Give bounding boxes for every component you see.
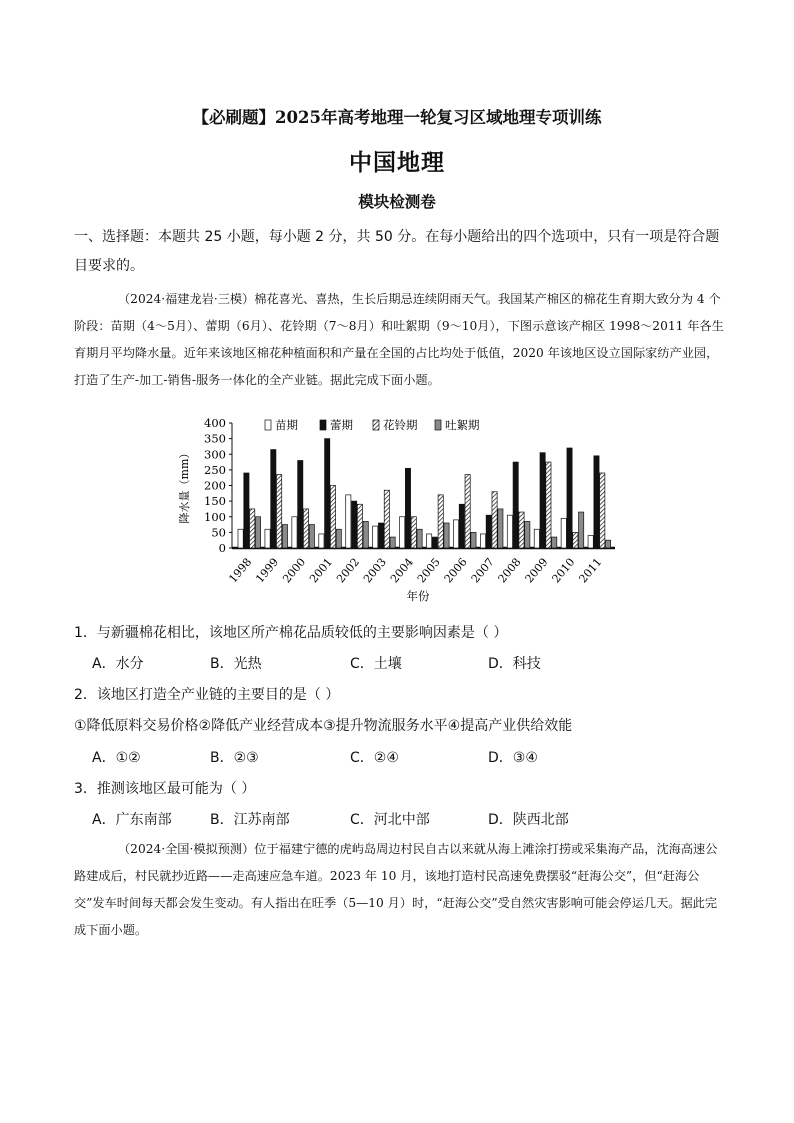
- bar-吐絮期-2010: [579, 512, 584, 548]
- bar-吐絮期-2008: [525, 521, 530, 548]
- bar-吐絮期-2011: [605, 540, 610, 548]
- bar-蕾期-2006: [459, 504, 464, 548]
- bar-吐絮期-2009: [552, 537, 557, 548]
- y-axis-title: 降水量（mm）: [178, 447, 191, 524]
- y-tick-label: 100: [204, 509, 226, 524]
- x-tick-label: 2005: [414, 555, 443, 586]
- bar-吐絮期-1999: [282, 525, 287, 548]
- bar-吐絮期-2004: [417, 529, 422, 548]
- section-instructions: 一、选择题：本题共 25 小题，每小题 2 分，共 50 分。在每小题给出的四个选项中，只有一项是符合题目要求的。: [74, 229, 720, 274]
- bar-花铃期-1998: [250, 509, 255, 548]
- legend-label-蕾期: 蕾期: [330, 418, 353, 432]
- x-tick-label: 1999: [253, 555, 282, 586]
- bar-花铃期-2001: [330, 486, 335, 549]
- precipitation-bar-chart: [170, 408, 630, 608]
- bar-蕾期-2009: [540, 453, 545, 548]
- bar-蕾期-2001: [325, 439, 330, 548]
- q2-option-d[interactable]: D．③④: [488, 750, 538, 766]
- x-tick-label: 2011: [576, 555, 605, 586]
- x-tick-label: 2006: [441, 555, 470, 586]
- q3-option-a[interactable]: A．广东南部: [92, 812, 172, 828]
- legend-label-苗期: 苗期: [275, 418, 298, 432]
- q1-option-c[interactable]: C．土壤: [350, 656, 402, 672]
- legend-swatch-花铃期: [373, 420, 379, 430]
- bar-花铃期-2009: [546, 462, 551, 548]
- legend-swatch-吐絮期: [435, 420, 441, 430]
- bar-蕾期-2005: [432, 537, 437, 548]
- bar-苗期-2010: [561, 518, 566, 548]
- bar-苗期-2011: [588, 536, 593, 549]
- bar-吐絮期-2007: [498, 509, 503, 548]
- bar-苗期-2006: [453, 520, 458, 548]
- passage-cotton: （2024·福建龙岩·三模）棉花喜光、喜热，生长后期忌连续阴雨天气。我国某产棉区的棉花生育期大致分为 4 个阶段：苗期（4～5月）、蕾期（6月）、花铃期（7～8月）和吐絮期（9～10月），下图示意该产棉区 1998～2011 年各生育期月平均降水量。近年来该地区棉花种植面积和产量在全国的占比均处于低值，2020 年该地区设立国际家纺产业园，打造了生产-加工-销售-服务一体化的全产业链。据此完成下面小题。: [74, 292, 724, 387]
- bar-苗期-1999: [265, 529, 270, 548]
- x-tick-label: 2007: [468, 555, 497, 586]
- bar-花铃期-2008: [519, 512, 524, 548]
- legend-label-吐絮期: 吐絮期: [445, 418, 480, 432]
- question-2-statements: ①降低原料交易价格②降低产业经营成本③提升物流服务水平④提高产业供给效能: [74, 718, 573, 734]
- bar-苗期-2002: [346, 495, 351, 548]
- bar-花铃期-2010: [573, 532, 578, 548]
- bar-蕾期-2007: [486, 515, 491, 548]
- y-tick-label: 200: [204, 478, 226, 493]
- bar-吐絮期-2000: [309, 525, 314, 548]
- y-tick-label: 150: [204, 494, 226, 509]
- legend-label-花铃期: 花铃期: [383, 418, 418, 432]
- y-tick-label: 350: [204, 431, 226, 446]
- bar-苗期-2008: [507, 515, 512, 548]
- y-tick-label: 400: [204, 416, 226, 430]
- x-tick-label: 2001: [307, 555, 336, 586]
- q3-option-c[interactable]: C．河北中部: [350, 812, 430, 828]
- passage-ferry: （2024·全国·模拟预测）位于福建宁德的虎屿岛周边村民自古以来就从海上滩涂打捞或采集海产品，沈海高速公路建成后，村民就抄近路——走高速应急车道。2023 年 10 月，该地打造村民高速免费摆驳“赶海公交”，但“赶海公交”发车时间每天都会发生变动。有人指出在旺季（5—10 月）时，“赶海公交”受自然灾害影响可能会停运几天。据此完成下面小题。: [74, 842, 718, 937]
- x-tick-label: 2002: [334, 555, 363, 586]
- legend-swatch-蕾期: [320, 420, 326, 430]
- q1-option-a[interactable]: A．水分: [92, 656, 144, 672]
- bar-苗期-2005: [427, 534, 432, 548]
- bar-吐絮期-1998: [255, 517, 260, 548]
- bar-吐絮期-2001: [336, 529, 341, 548]
- subject-title: 中国地理: [349, 149, 445, 176]
- bar-花铃期-2007: [492, 492, 497, 548]
- y-tick-label: 0: [218, 541, 226, 555]
- bar-蕾期-2008: [513, 462, 518, 548]
- question-3-stem: 3．推测该地区最可能为（ ）: [74, 781, 256, 797]
- bar-吐絮期-2005: [444, 523, 449, 548]
- bar-蕾期-2004: [405, 468, 410, 548]
- bar-花铃期-2000: [303, 509, 308, 548]
- bar-蕾期-2010: [567, 448, 572, 548]
- bar-花铃期-2011: [600, 473, 605, 548]
- bar-苗期-1998: [238, 529, 243, 548]
- bar-蕾期-2002: [352, 501, 357, 548]
- bar-花铃期-2002: [357, 504, 362, 548]
- x-tick-label: 2010: [549, 555, 578, 586]
- q1-option-d[interactable]: D．科技: [488, 656, 541, 672]
- bar-花铃期-2003: [384, 490, 389, 548]
- bar-蕾期-2011: [594, 456, 599, 548]
- y-tick-label: 250: [204, 462, 226, 477]
- y-tick-label: 50: [211, 525, 226, 540]
- question-2-stem: 2．该地区打造全产业链的主要目的是（ ）: [74, 687, 340, 703]
- x-axis-title: 年份: [406, 589, 430, 603]
- bar-蕾期-2003: [378, 523, 383, 548]
- x-tick-label: 2000: [280, 555, 309, 586]
- bar-苗期-2009: [534, 529, 539, 548]
- question-1-stem: 1．与新疆棉花相比，该地区所产棉花品质较低的主要影响因素是（ ）: [74, 625, 508, 641]
- bar-苗期-2007: [480, 534, 485, 548]
- legend-swatch-苗期: [265, 420, 271, 430]
- bar-蕾期-1998: [244, 473, 249, 548]
- bar-花铃期-2006: [465, 475, 470, 548]
- paper-subtitle: 模块检测卷: [358, 192, 436, 211]
- q1-option-b[interactable]: B．光热: [210, 656, 262, 672]
- x-tick-label: 2008: [495, 555, 524, 586]
- bar-苗期-2003: [373, 526, 378, 548]
- bar-蕾期-2000: [298, 461, 303, 549]
- bar-苗期-2004: [400, 517, 405, 548]
- y-tick-label: 300: [204, 447, 226, 462]
- bar-花铃期-2004: [411, 517, 416, 548]
- bar-吐絮期-2006: [471, 532, 476, 548]
- bar-蕾期-1999: [271, 450, 276, 548]
- x-tick-label: 2009: [522, 555, 551, 586]
- q2-option-c[interactable]: C．②④: [350, 750, 399, 766]
- q2-option-b[interactable]: B．②③: [210, 750, 259, 766]
- q3-option-b[interactable]: B．江苏南部: [210, 812, 290, 828]
- bar-吐絮期-2002: [363, 521, 368, 548]
- bar-苗期-2000: [292, 517, 297, 548]
- bar-吐絮期-2003: [390, 537, 395, 548]
- bar-苗期-2001: [319, 534, 324, 548]
- q2-option-a[interactable]: A．①②: [92, 750, 141, 766]
- exam-title: 【必刷题】2025年高考地理一轮复习区域地理专项训练: [192, 108, 602, 127]
- bar-花铃期-2005: [438, 495, 443, 548]
- bar-花铃期-1999: [277, 475, 282, 548]
- x-tick-label: 2004: [387, 555, 416, 586]
- q3-option-d[interactable]: D．陕西北部: [488, 812, 569, 828]
- x-tick-label: 2003: [360, 555, 389, 586]
- x-tick-label: 1998: [226, 555, 255, 586]
